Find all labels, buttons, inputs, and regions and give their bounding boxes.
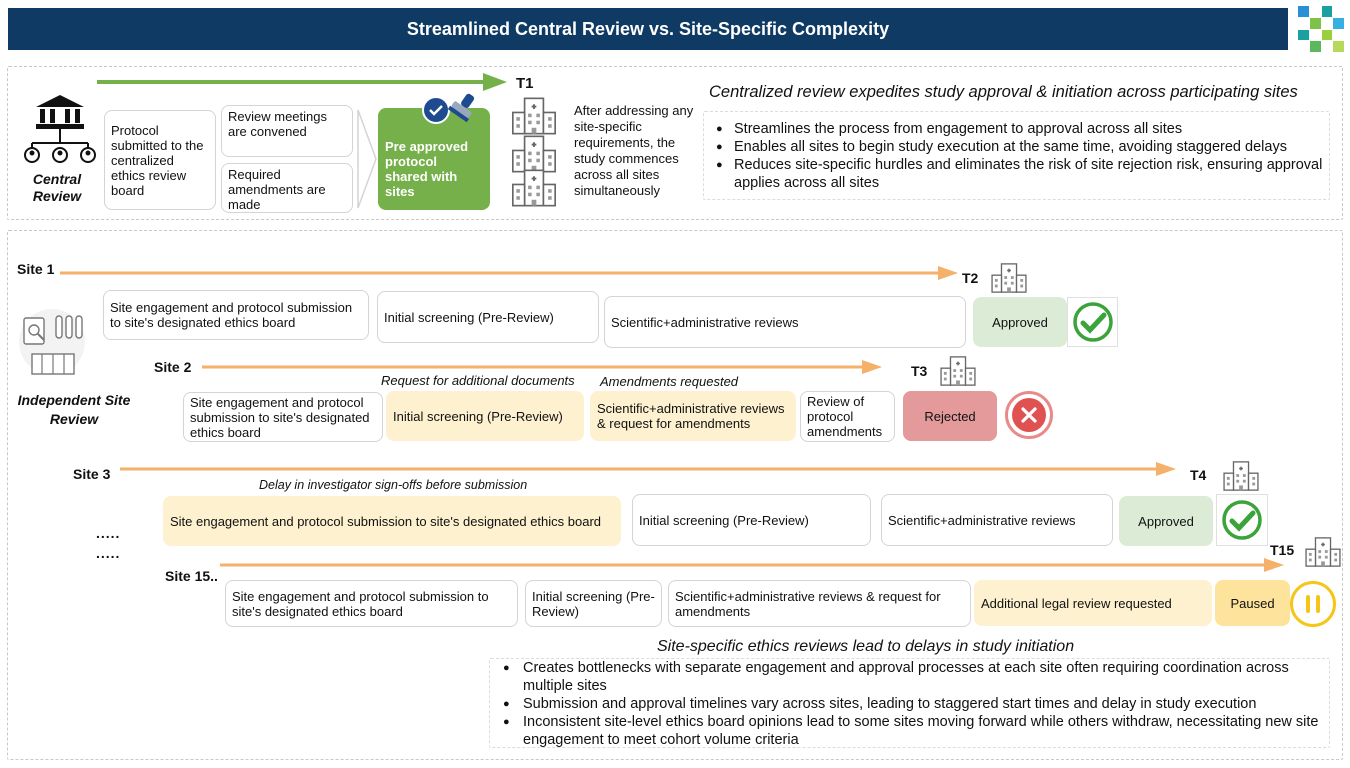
site1-engagement-box: Site engagement and protocol submission to site's designated ethics board	[103, 290, 369, 340]
site1-reviews-box: Scientific+administrative reviews	[604, 296, 966, 348]
milestone-t3: T3	[911, 363, 928, 379]
stamp-approval-icon	[418, 88, 480, 132]
central-benefit-item: ● Streamlines the process from engagement to approval across all sites	[712, 120, 1324, 138]
ethics-board-icon	[20, 93, 100, 169]
brand-logo-icon	[1298, 6, 1344, 52]
site2-note-documents: Request for additional documents	[381, 373, 575, 388]
site2-status-rejected: Rejected	[903, 391, 997, 441]
site3-reviews-box: Scientific+administrative reviews	[881, 494, 1113, 546]
central-benefit-item: ● Reduces site-specific hurdles and eliminates the risk of site rejection risk, ensuring approval applies across all sites	[712, 156, 1324, 192]
hospital-icon-3	[508, 168, 560, 208]
milestone-t4: T4	[1190, 467, 1207, 483]
hospital-icon-1	[508, 96, 560, 136]
site1-status-approved: Approved	[973, 297, 1067, 347]
hospital-icon	[1220, 460, 1262, 492]
site1-arrow	[58, 264, 963, 282]
site1-screening-box: Initial screening (Pre-Review)	[377, 291, 599, 343]
hospital-icon	[1302, 536, 1344, 568]
step-protocol-submitted: Protocol submitted to the centralized ethics review board	[104, 110, 216, 210]
rejected-x-icon	[1005, 391, 1053, 439]
central-benefits-list	[712, 120, 1324, 192]
ellipsis: .....	[96, 545, 121, 561]
central-benefit-item: ● Enables all sites to begin study execution at the same time, avoiding staggered delays	[712, 138, 1324, 156]
site2-reviews-box: Scientific+administrative reviews & request for amendments	[590, 391, 796, 441]
site3-arrow	[118, 460, 1183, 478]
central-review-label: Central Review	[32, 171, 82, 204]
milestone-t15: T15	[1270, 542, 1295, 558]
step-review-meetings: Review meetings are convened	[221, 105, 353, 157]
site15-arrow	[218, 556, 1290, 574]
site2-note-amendments: Amendments requested	[600, 374, 739, 389]
site-review-icon	[18, 308, 90, 380]
hospital-icon	[988, 262, 1030, 294]
site1-label: Site 1	[17, 261, 55, 277]
delay-summary-heading: Site-specific ethics reviews lead to delays in study initiation	[657, 638, 1075, 655]
milestone-t1: T1	[516, 75, 534, 92]
site15-engagement-box: Site engagement and protocol submission to site's designated ethics board	[225, 580, 518, 627]
commencement-note: After addressing any site-specific requirements, the study commences across all sites simultaneously	[574, 103, 694, 198]
site3-note-delay: Delay in investigator sign-offs before submission	[259, 478, 528, 492]
central-benefits-heading: Centralized review expedites study approval & initiation across participating sites	[709, 83, 1298, 101]
chevron-arrow	[356, 108, 380, 210]
check-icon	[1067, 297, 1118, 347]
site2-engagement-box: Site engagement and protocol submission to site's designated ethics board	[183, 392, 383, 442]
hospital-icon	[937, 355, 979, 387]
site15-reviews-box: Scientific+administrative reviews & request for amendments	[668, 580, 971, 627]
delay-summary-item: ● Submission and approval timelines vary across sites, leading to staggered start times and delay in study execution	[495, 695, 1327, 713]
site3-status-approved: Approved	[1119, 496, 1213, 546]
site15-status-paused: Paused	[1215, 580, 1290, 626]
check-icon	[1216, 494, 1268, 546]
ellipsis: .....	[96, 525, 121, 541]
page-title: Streamlined Central Review vs. Site-Specific Complexity	[8, 8, 1288, 50]
milestone-t2: T2	[962, 270, 979, 286]
site2-screening-box: Initial screening (Pre-Review)	[386, 391, 584, 441]
site2-label: Site 2	[154, 359, 192, 375]
pause-icon	[1290, 581, 1336, 627]
delay-summary-list	[495, 659, 1327, 749]
delay-summary-item: ● Inconsistent site-level ethics board opinions lead to some sites moving forward while others withdraw, necessitating new site engagement to meet cohort volume criteria	[495, 713, 1327, 749]
site2-amendment-review-box: Review of protocol amendments	[800, 391, 895, 442]
step-amendments-made: Required amendments are made	[221, 163, 353, 213]
site3-label: Site 3	[73, 466, 111, 482]
site15-screening-box: Initial screening (Pre-Review)	[525, 580, 662, 627]
site15-legal-review-box: Additional legal review requested	[974, 580, 1212, 626]
preapproved-protocol-box: Pre approved protocol shared with sites	[378, 108, 490, 210]
site3-screening-box: Initial screening (Pre-Review)	[632, 494, 871, 546]
site15-label: Site 15..	[165, 568, 218, 584]
independent-review-label: Independent Site Review	[17, 392, 131, 427]
delay-summary-item: ● Creates bottlenecks with separate engagement and approval processes at each site often requiring coordination across multiple sites	[495, 659, 1327, 695]
site3-engagement-box: Site engagement and protocol submission to site's designated ethics board	[163, 496, 621, 546]
